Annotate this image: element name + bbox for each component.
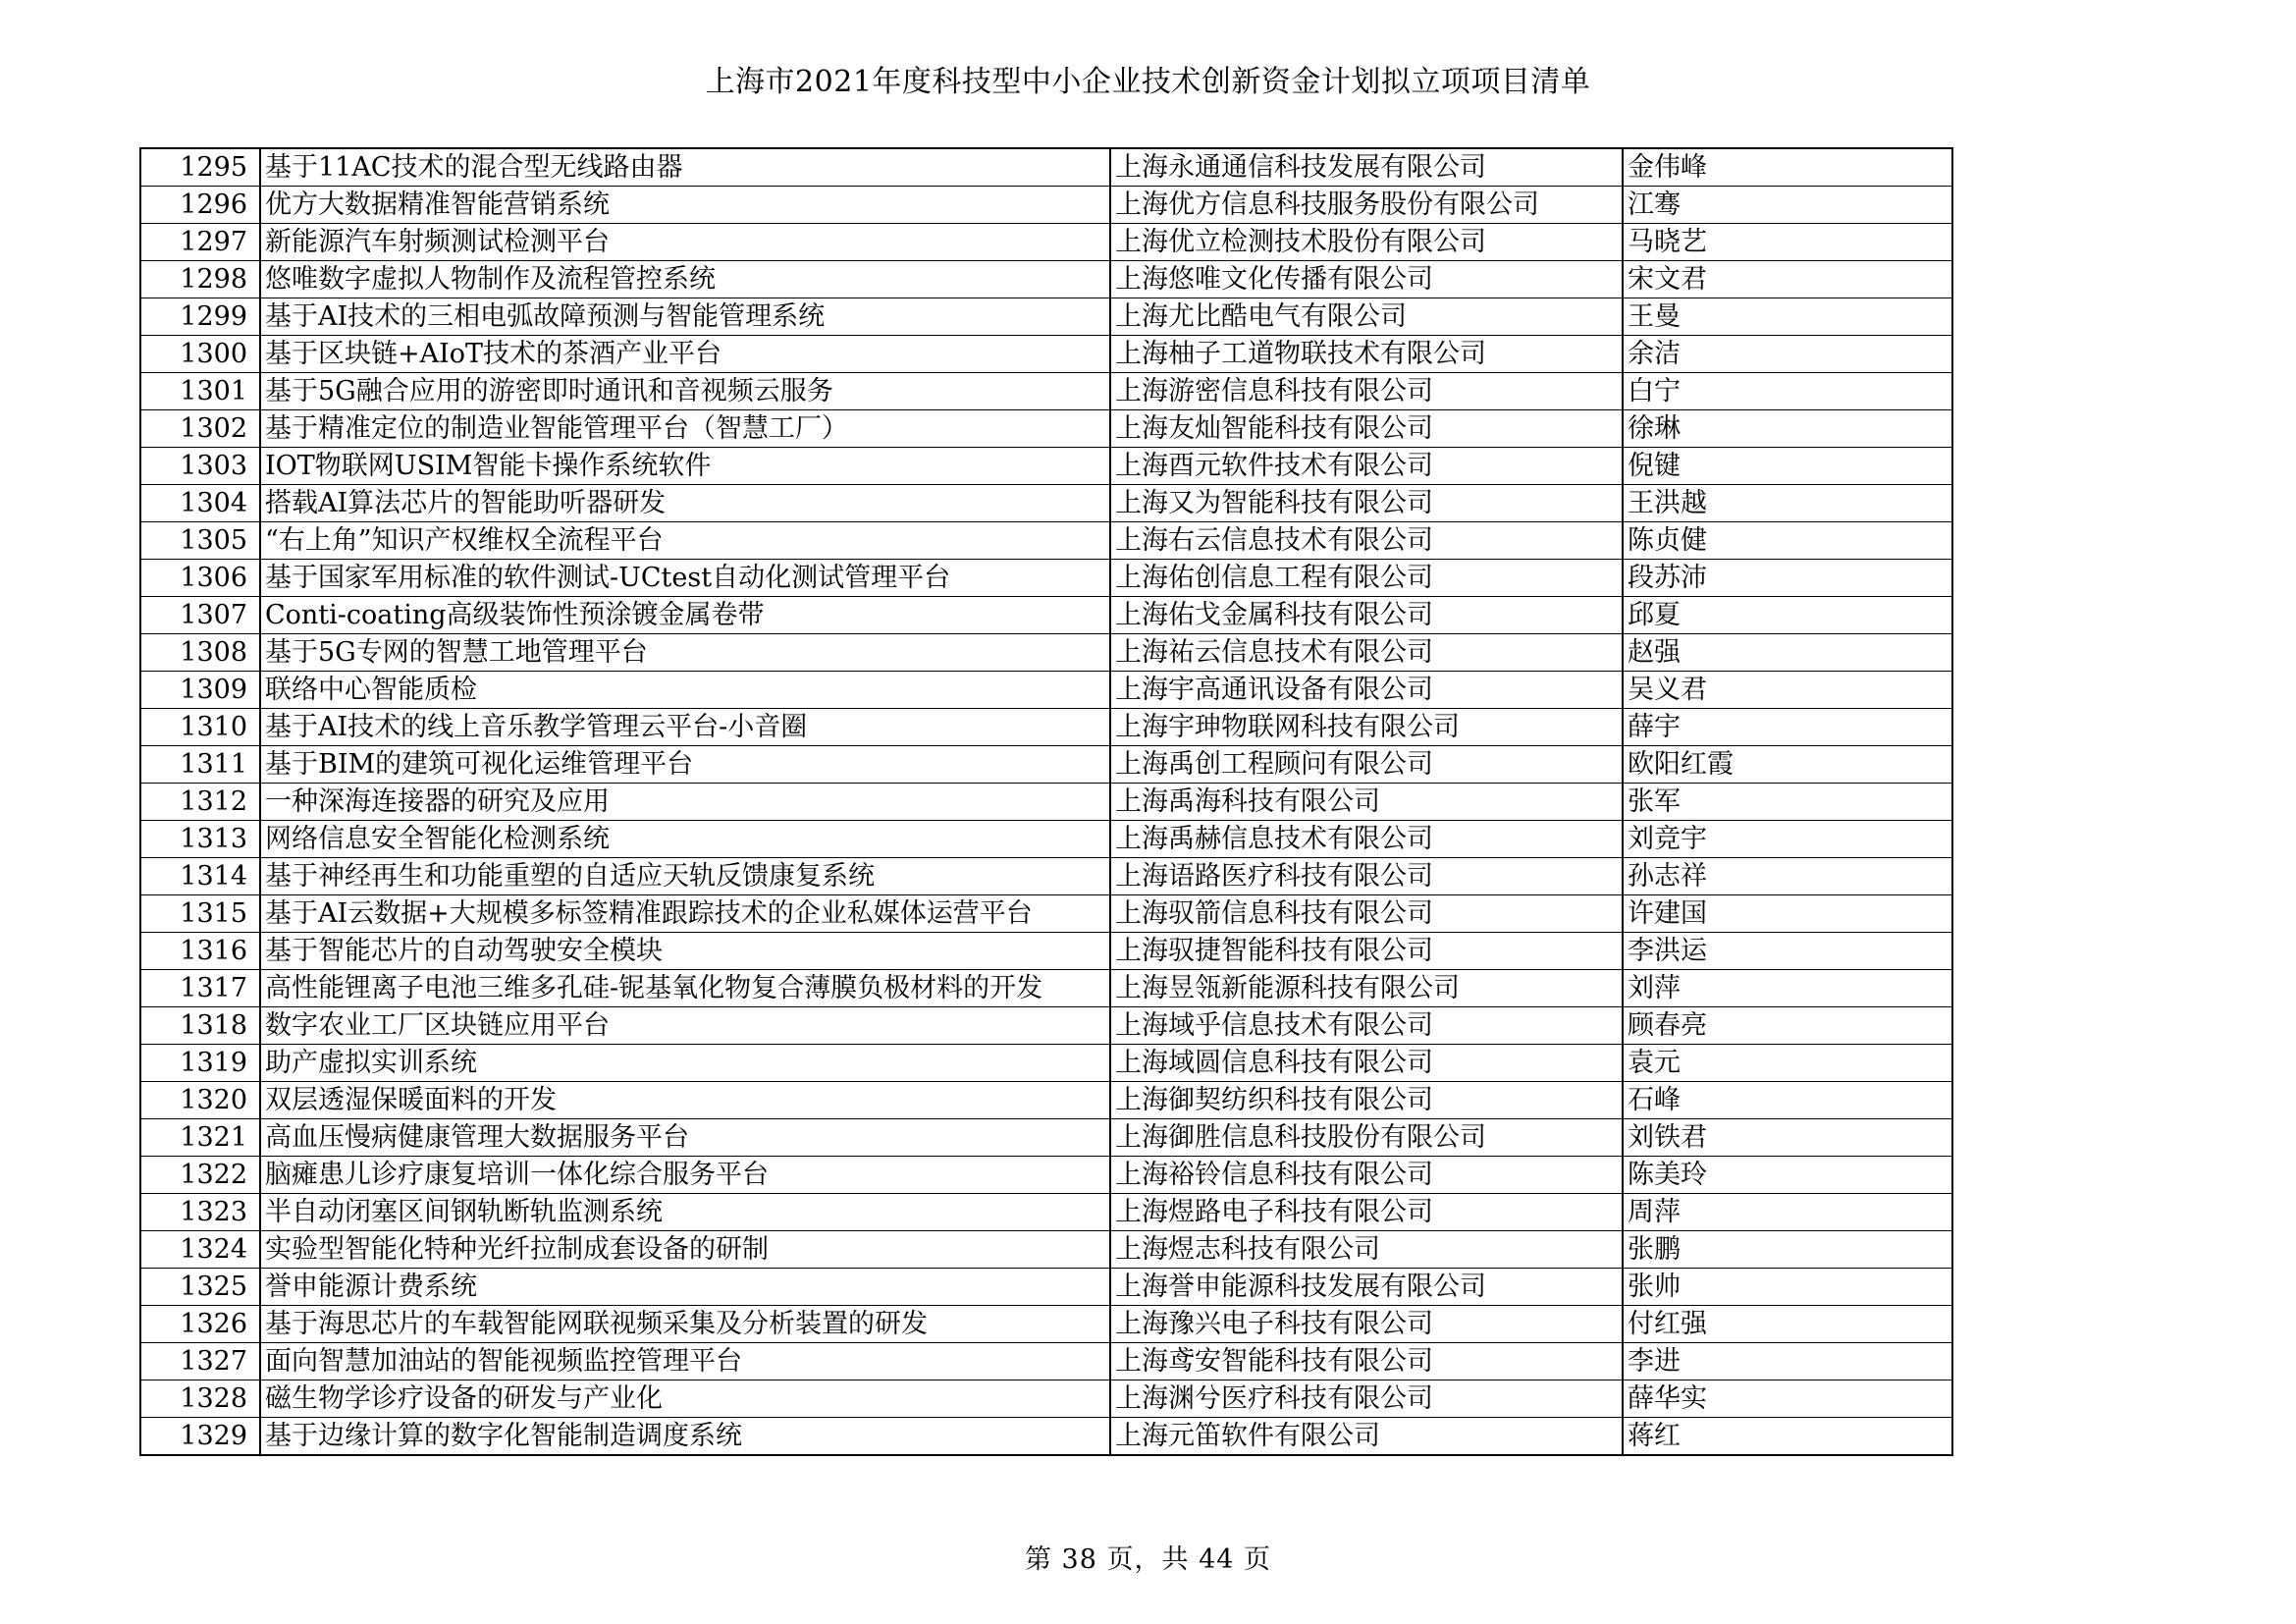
project-name: 新能源汽车射频测试检测平台 <box>260 224 1110 261</box>
row-number: 1304 <box>140 485 260 522</box>
company-name: 上海驭箭信息科技有限公司 <box>1110 895 1623 933</box>
contact-person: 周萍 <box>1623 1194 1952 1231</box>
contact-person: 金伟峰 <box>1623 148 1952 187</box>
contact-person: 欧阳红霞 <box>1623 746 1952 784</box>
company-name: 上海豫兴电子科技有限公司 <box>1110 1306 1623 1343</box>
table-row <box>140 1343 1952 1380</box>
company-name: 上海酉元软件技术有限公司 <box>1110 448 1623 485</box>
contact-person: 江骞 <box>1623 187 1952 224</box>
project-name: 脑瘫患儿诊疗康复培训一体化综合服务平台 <box>260 1157 1110 1194</box>
table-row <box>140 672 1952 709</box>
table-body <box>140 148 1952 1455</box>
table-row <box>140 448 1952 485</box>
company-name: 上海优立检测技术股份有限公司 <box>1110 224 1623 261</box>
contact-person: 徐琳 <box>1623 410 1952 448</box>
row-number: 1317 <box>140 970 260 1007</box>
company-name: 上海誉申能源科技发展有限公司 <box>1110 1269 1623 1306</box>
company-name: 上海域乎信息技术有限公司 <box>1110 1007 1623 1045</box>
contact-person: 邱夏 <box>1623 597 1952 634</box>
project-name: 一种深海连接器的研究及应用 <box>260 784 1110 821</box>
project-name: 高性能锂离子电池三维多孔硅-铌基氧化物复合薄膜负极材料的开发 <box>260 970 1110 1007</box>
project-name: “右上角”知识产权维权全流程平台 <box>260 522 1110 560</box>
row-number: 1306 <box>140 560 260 597</box>
table-row <box>140 373 1952 410</box>
table-row <box>140 1082 1952 1119</box>
row-number: 1310 <box>140 709 260 746</box>
row-number: 1295 <box>140 148 260 187</box>
row-number: 1322 <box>140 1157 260 1194</box>
table-row <box>140 410 1952 448</box>
company-name: 上海永通通信科技发展有限公司 <box>1110 148 1623 187</box>
contact-person: 白宁 <box>1623 373 1952 410</box>
row-number: 1318 <box>140 1007 260 1045</box>
table-row <box>140 522 1952 560</box>
company-name: 上海佑创信息工程有限公司 <box>1110 560 1623 597</box>
project-name: 高血压慢病健康管理大数据服务平台 <box>260 1119 1110 1157</box>
project-name: 基于边缘计算的数字化智能制造调度系统 <box>260 1418 1110 1456</box>
contact-person: 张鹏 <box>1623 1231 1952 1269</box>
table-row <box>140 746 1952 784</box>
table-row <box>140 1045 1952 1082</box>
contact-person: 吴义君 <box>1623 672 1952 709</box>
company-name: 上海宇高通讯设备有限公司 <box>1110 672 1623 709</box>
contact-person: 刘铁君 <box>1623 1119 1952 1157</box>
table-row <box>140 1119 1952 1157</box>
project-name: 基于5G融合应用的游密即时通讯和音视频云服务 <box>260 373 1110 410</box>
company-name: 上海渊兮医疗科技有限公司 <box>1110 1380 1623 1418</box>
company-name: 上海悠唯文化传播有限公司 <box>1110 261 1623 298</box>
contact-person: 薛华实 <box>1623 1380 1952 1418</box>
project-name: 搭载AI算法芯片的智能助听器研发 <box>260 485 1110 522</box>
company-name: 上海游密信息科技有限公司 <box>1110 373 1623 410</box>
project-name: 基于神经再生和功能重塑的自适应天轨反馈康复系统 <box>260 858 1110 895</box>
contact-person: 陈美玲 <box>1623 1157 1952 1194</box>
project-name: 联络中心智能质检 <box>260 672 1110 709</box>
contact-person: 袁元 <box>1623 1045 1952 1082</box>
contact-person: 许建国 <box>1623 895 1952 933</box>
project-name: 基于国家军用标准的软件测试-UCtest自动化测试管理平台 <box>260 560 1110 597</box>
project-name: 基于区块链+AIoT技术的茶酒产业平台 <box>260 336 1110 373</box>
contact-person: 王曼 <box>1623 298 1952 336</box>
row-number: 1325 <box>140 1269 260 1306</box>
row-number: 1305 <box>140 522 260 560</box>
row-number: 1315 <box>140 895 260 933</box>
table-row <box>140 1380 1952 1418</box>
project-name: 面向智慧加油站的智能视频监控管理平台 <box>260 1343 1110 1380</box>
contact-person: 倪键 <box>1623 448 1952 485</box>
table-row <box>140 336 1952 373</box>
company-name: 上海祐云信息技术有限公司 <box>1110 634 1623 672</box>
table-row <box>140 1306 1952 1343</box>
contact-person: 王洪越 <box>1623 485 1952 522</box>
contact-person: 张军 <box>1623 784 1952 821</box>
project-name: 数字农业工厂区块链应用平台 <box>260 1007 1110 1045</box>
table-row <box>140 784 1952 821</box>
project-name: 基于11AC技术的混合型无线路由器 <box>260 148 1110 187</box>
contact-person: 赵强 <box>1623 634 1952 672</box>
contact-person: 余洁 <box>1623 336 1952 373</box>
project-name: 半自动闭塞区间钢轨断轨监测系统 <box>260 1194 1110 1231</box>
row-number: 1326 <box>140 1306 260 1343</box>
row-number: 1321 <box>140 1119 260 1157</box>
row-number: 1296 <box>140 187 260 224</box>
company-name: 上海御契纺织科技有限公司 <box>1110 1082 1623 1119</box>
contact-person: 宋文君 <box>1623 261 1952 298</box>
table-row <box>140 933 1952 970</box>
table-row <box>140 597 1952 634</box>
row-number: 1302 <box>140 410 260 448</box>
row-number: 1323 <box>140 1194 260 1231</box>
row-number: 1314 <box>140 858 260 895</box>
table-row <box>140 187 1952 224</box>
table-row <box>140 485 1952 522</box>
company-name: 上海域圆信息科技有限公司 <box>1110 1045 1623 1082</box>
company-name: 上海禹海科技有限公司 <box>1110 784 1623 821</box>
company-name: 上海又为智能科技有限公司 <box>1110 485 1623 522</box>
company-name: 上海佑戈金属科技有限公司 <box>1110 597 1623 634</box>
contact-person: 顾春亮 <box>1623 1007 1952 1045</box>
table-row <box>140 821 1952 858</box>
company-name: 上海宇珅物联网科技有限公司 <box>1110 709 1623 746</box>
row-number: 1309 <box>140 672 260 709</box>
table-row <box>140 1269 1952 1306</box>
row-number: 1301 <box>140 373 260 410</box>
contact-person: 孙志祥 <box>1623 858 1952 895</box>
project-name: 网络信息安全智能化检测系统 <box>260 821 1110 858</box>
row-number: 1300 <box>140 336 260 373</box>
contact-person: 石峰 <box>1623 1082 1952 1119</box>
contact-person: 李进 <box>1623 1343 1952 1380</box>
company-name: 上海友灿智能科技有限公司 <box>1110 410 1623 448</box>
project-name: IOT物联网USIM智能卡操作系统软件 <box>260 448 1110 485</box>
company-name: 上海元笛软件有限公司 <box>1110 1418 1623 1456</box>
contact-person: 蒋红 <box>1623 1418 1952 1456</box>
project-name: 优方大数据精准智能营销系统 <box>260 187 1110 224</box>
table-row <box>140 1157 1952 1194</box>
row-number: 1311 <box>140 746 260 784</box>
company-name: 上海御胜信息科技股份有限公司 <box>1110 1119 1623 1157</box>
project-name: 基于5G专网的智慧工地管理平台 <box>260 634 1110 672</box>
row-number: 1324 <box>140 1231 260 1269</box>
project-name: 实验型智能化特种光纤拉制成套设备的研制 <box>260 1231 1110 1269</box>
contact-person: 段苏沛 <box>1623 560 1952 597</box>
company-name: 上海柚子工道物联技术有限公司 <box>1110 336 1623 373</box>
project-name: 双层透湿保暖面料的开发 <box>260 1082 1110 1119</box>
row-number: 1316 <box>140 933 260 970</box>
page-title: 上海市2021年度科技型中小企业技术创新资金计划拟立项项目清单 <box>705 65 1591 99</box>
table-row <box>140 224 1952 261</box>
table-row <box>140 895 1952 933</box>
table-row <box>140 1007 1952 1045</box>
row-number: 1313 <box>140 821 260 858</box>
contact-person: 刘竞宇 <box>1623 821 1952 858</box>
table-row <box>140 1231 1952 1269</box>
company-name: 上海鸢安智能科技有限公司 <box>1110 1343 1623 1380</box>
project-name: 磁生物学诊疗设备的研发与产业化 <box>260 1380 1110 1418</box>
project-name: 基于智能芯片的自动驾驶安全模块 <box>260 933 1110 970</box>
contact-person: 马晓艺 <box>1623 224 1952 261</box>
company-name: 上海语路医疗科技有限公司 <box>1110 858 1623 895</box>
contact-person: 薛宇 <box>1623 709 1952 746</box>
project-name: 基于AI技术的三相电弧故障预测与智能管理系统 <box>260 298 1110 336</box>
table-row <box>140 298 1952 336</box>
project-name: 助产虚拟实训系统 <box>260 1045 1110 1082</box>
company-name: 上海尤比酷电气有限公司 <box>1110 298 1623 336</box>
project-name: 基于海思芯片的车载智能网联视频采集及分析装置的研发 <box>260 1306 1110 1343</box>
row-number: 1298 <box>140 261 260 298</box>
company-name: 上海煜志科技有限公司 <box>1110 1231 1623 1269</box>
row-number: 1328 <box>140 1380 260 1418</box>
table-row <box>140 709 1952 746</box>
project-name: 基于精准定位的制造业智能管理平台（智慧工厂） <box>260 410 1110 448</box>
project-name: 基于BIM的建筑可视化运维管理平台 <box>260 746 1110 784</box>
company-name: 上海昱瓴新能源科技有限公司 <box>1110 970 1623 1007</box>
project-name: 誉申能源计费系统 <box>260 1269 1110 1306</box>
page-footer: 第 38 页，共 44 页 <box>1024 1544 1272 1575</box>
company-name: 上海优方信息科技服务股份有限公司 <box>1110 187 1623 224</box>
table-row <box>140 148 1952 187</box>
project-list-table <box>139 147 1953 1456</box>
table-row <box>140 970 1952 1007</box>
contact-person: 付红强 <box>1623 1306 1952 1343</box>
row-number: 1327 <box>140 1343 260 1380</box>
company-name: 上海驭捷智能科技有限公司 <box>1110 933 1623 970</box>
company-name: 上海禹创工程顾问有限公司 <box>1110 746 1623 784</box>
project-name: 基于AI云数据+大规模多标签精准跟踪技术的企业私媒体运营平台 <box>260 895 1110 933</box>
company-name: 上海禹赫信息技术有限公司 <box>1110 821 1623 858</box>
company-name: 上海裕铃信息科技有限公司 <box>1110 1157 1623 1194</box>
row-number: 1297 <box>140 224 260 261</box>
contact-person: 李洪运 <box>1623 933 1952 970</box>
project-name: 悠唯数字虚拟人物制作及流程管控系统 <box>260 261 1110 298</box>
table-row <box>140 261 1952 298</box>
table-row <box>140 634 1952 672</box>
table-row <box>140 858 1952 895</box>
contact-person: 刘萍 <box>1623 970 1952 1007</box>
company-name: 上海煜路电子科技有限公司 <box>1110 1194 1623 1231</box>
table-row <box>140 1418 1952 1456</box>
row-number: 1320 <box>140 1082 260 1119</box>
contact-person: 张帅 <box>1623 1269 1952 1306</box>
row-number: 1308 <box>140 634 260 672</box>
contact-person: 陈贞健 <box>1623 522 1952 560</box>
row-number: 1319 <box>140 1045 260 1082</box>
row-number: 1329 <box>140 1418 260 1456</box>
table-row <box>140 1194 1952 1231</box>
project-name: Conti-coating高级装饰性预涂镀金属卷带 <box>260 597 1110 634</box>
table-row <box>140 560 1952 597</box>
row-number: 1303 <box>140 448 260 485</box>
row-number: 1307 <box>140 597 260 634</box>
company-name: 上海右云信息技术有限公司 <box>1110 522 1623 560</box>
row-number: 1299 <box>140 298 260 336</box>
project-name: 基于AI技术的线上音乐教学管理云平台-小音圈 <box>260 709 1110 746</box>
row-number: 1312 <box>140 784 260 821</box>
